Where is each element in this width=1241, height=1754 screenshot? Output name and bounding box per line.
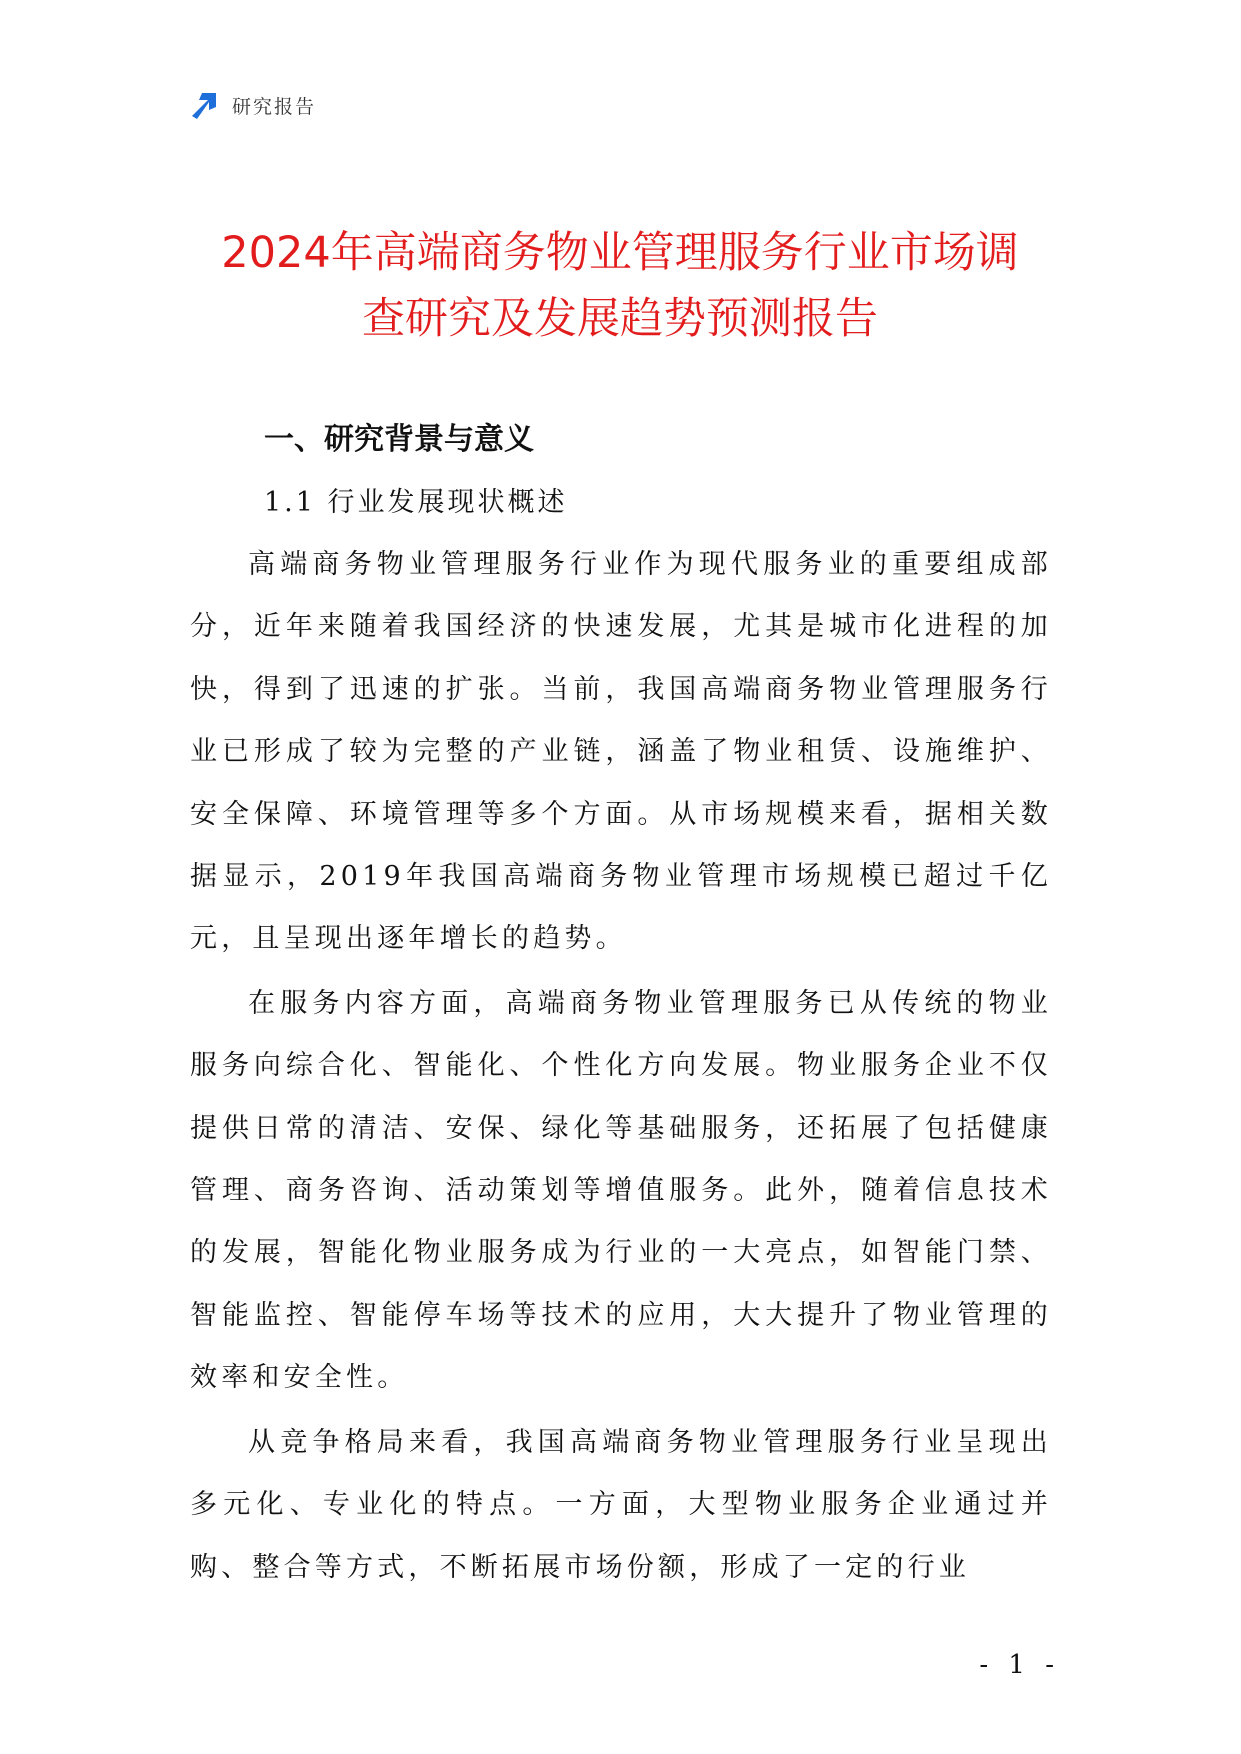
report-header (188, 88, 316, 122)
arrow-up-right-logo-icon (188, 89, 220, 121)
page-number: - 1 - (979, 1650, 1060, 1680)
paragraph-1: 高端商务物业管理服务行业作为现代服务业的重要组成部分，近年来随着我国经济的快速发展，尤其是城市化进程的加快，得到了迅速的扩张。当前，我国高端商务物业管理服务行业已形成了较为完整的产业链，涵盖了物业租赁、设施维护、安全保障、环境管理等多个方面。从市场规模来看，据相关数据显示，2019年我国高端商务物业管理市场规模已超过千亿元，且呈现出逐年增长的趋势。 (190, 549, 1052, 955)
report-title-line-1: 2024年高端商务物业管理服务行业市场调 (221, 228, 1019, 278)
paragraph-3: 从竞争格局来看，我国高端商务物业管理服务行业呈现出多元化、专业化的特点。一方面，大型物业服务企业通过并购、整合等方式，不断拓展市场份额，形成了一定的行业 (190, 1426, 1052, 1583)
section-heading: 一、研究背景与意义 (264, 422, 534, 457)
header-label: 研究报告 (232, 95, 317, 118)
report-title (180, 220, 1060, 352)
body-text (190, 534, 1052, 1601)
report-title-line-2: 查研究及发展趋势预测报告 (362, 294, 878, 344)
paragraph-2: 在服务内容方面，高端商务物业管理服务已从传统的物业服务向综合化、智能化、个性化方向发展。物业服务企业不仅提供日常的清洁、安保、绿化等基础服务，还拓展了包括健康管理、商务咨询、活动策划等增值服务。此外，随着信息技术的发展，智能化物业服务成为行业的一大亮点，如智能门禁、智能监控、智能停车场等技术的应用，大大提升了物业管理的效率和安全性。 (190, 987, 1052, 1394)
subsection-heading: 1.1 行业发展现状概述 (264, 487, 568, 518)
